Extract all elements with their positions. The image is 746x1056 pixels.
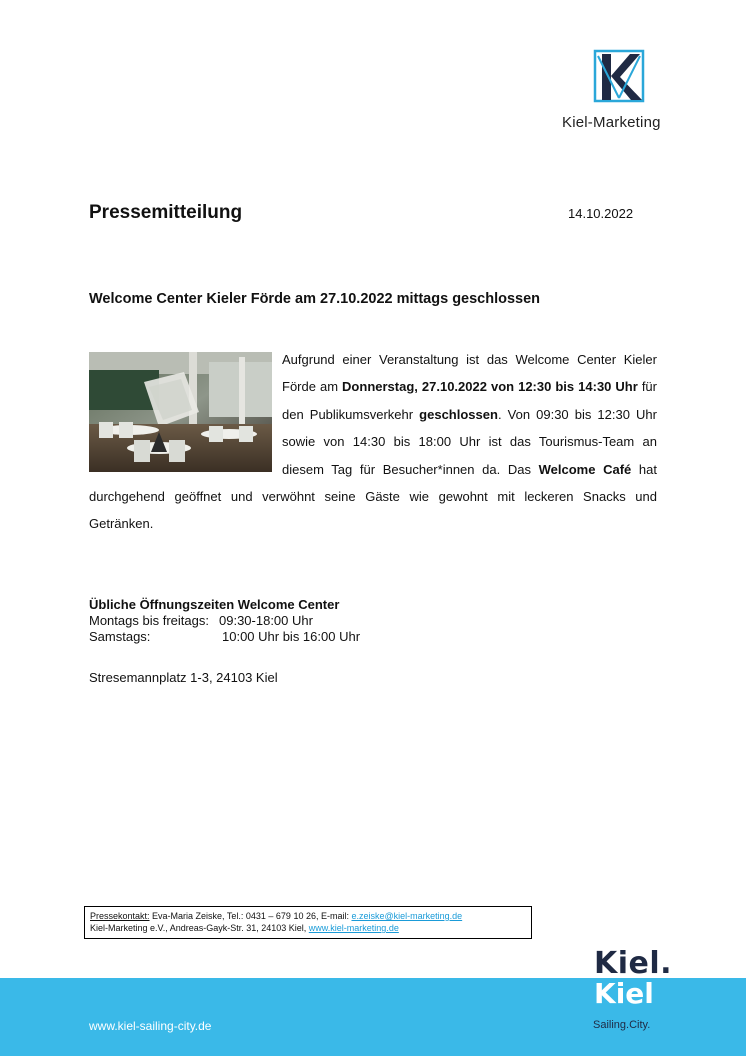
body-bold-closed: geschlossen	[419, 406, 498, 422]
body-bold-date: Donnerstag, 27.10.2022 von 12:30 bis 14:30 Uhr	[342, 379, 638, 395]
page-title: Pressemitteilung	[89, 202, 243, 223]
kiel-logo-word-mirror: Kiel	[594, 977, 654, 1010]
hours-label: Montags bis freitags:	[89, 613, 209, 628]
body-bold-cafe: Welcome Café	[538, 461, 632, 477]
hours-label: Samstags:	[89, 629, 151, 644]
release-date: 14.10.2022	[568, 206, 634, 221]
body-text-3: . Von 09:30 bis 12:30 Uhr sowie von 14:30 bis 18:00 Uhr ist das Tourismus-Team an diesem Tag für Besucher*innen da. Das	[282, 406, 657, 477]
contact-address: Kiel-Marketing e.V., Andreas-Gayk-Str. 31, 24103 Kiel,	[90, 923, 309, 933]
contact-line-2	[90, 922, 526, 934]
contact-label: Pressekontakt:	[90, 911, 150, 921]
kiel-marketing-logo	[560, 44, 690, 134]
contact-website-link[interactable]: www.kiel-marketing.de	[308, 923, 399, 933]
headline: Welcome Center Kieler Förde am 27.10.2022 mittags geschlossen	[89, 291, 541, 307]
opening-hours	[89, 597, 360, 645]
hours-value: 09:30-18:00 Uhr	[219, 613, 313, 628]
opening-hours-title: Übliche Öffnungszeiten Welcome Center	[89, 597, 340, 612]
kiel-logo-word: Kiel.	[594, 946, 673, 981]
contact-line-1	[90, 910, 526, 922]
logo-text: Kiel-Marketing	[562, 114, 661, 131]
hours-value: 10:00 Uhr bis 16:00 Uhr	[222, 629, 361, 644]
address: Stresemannplatz 1-3, 24103 Kiel	[89, 670, 278, 685]
photo-spacer	[89, 346, 282, 483]
hours-row	[89, 613, 360, 629]
contact-details: Eva-Maria Zeiske, Tel.: 0431 – 679 10 26, E-mail:	[149, 911, 352, 921]
footer-url[interactable]: www.kiel-sailing-city.de	[89, 1019, 212, 1033]
press-contact-box	[84, 906, 532, 939]
kiel-logo-tagline: Sailing.City.	[593, 1019, 651, 1031]
body-paragraph	[89, 346, 657, 538]
body-text-2: für den Publikumsverkehr	[282, 379, 657, 422]
kiel-marketing-k-icon	[592, 48, 646, 104]
contact-email-link[interactable]: e.zeiske@kiel-marketing.de	[351, 911, 463, 921]
body-text-4: hat durchgehend geöffnet und verwöhnt seine Gäste wie gewohnt mit leckeren Snacks und Getränken.	[89, 461, 657, 532]
kiel-sailing-city-logo	[586, 946, 686, 1036]
hours-row	[89, 629, 360, 645]
body-text-1: Aufgrund einer Veranstaltung ist das Welcome Center Kieler Förde am	[282, 352, 657, 395]
